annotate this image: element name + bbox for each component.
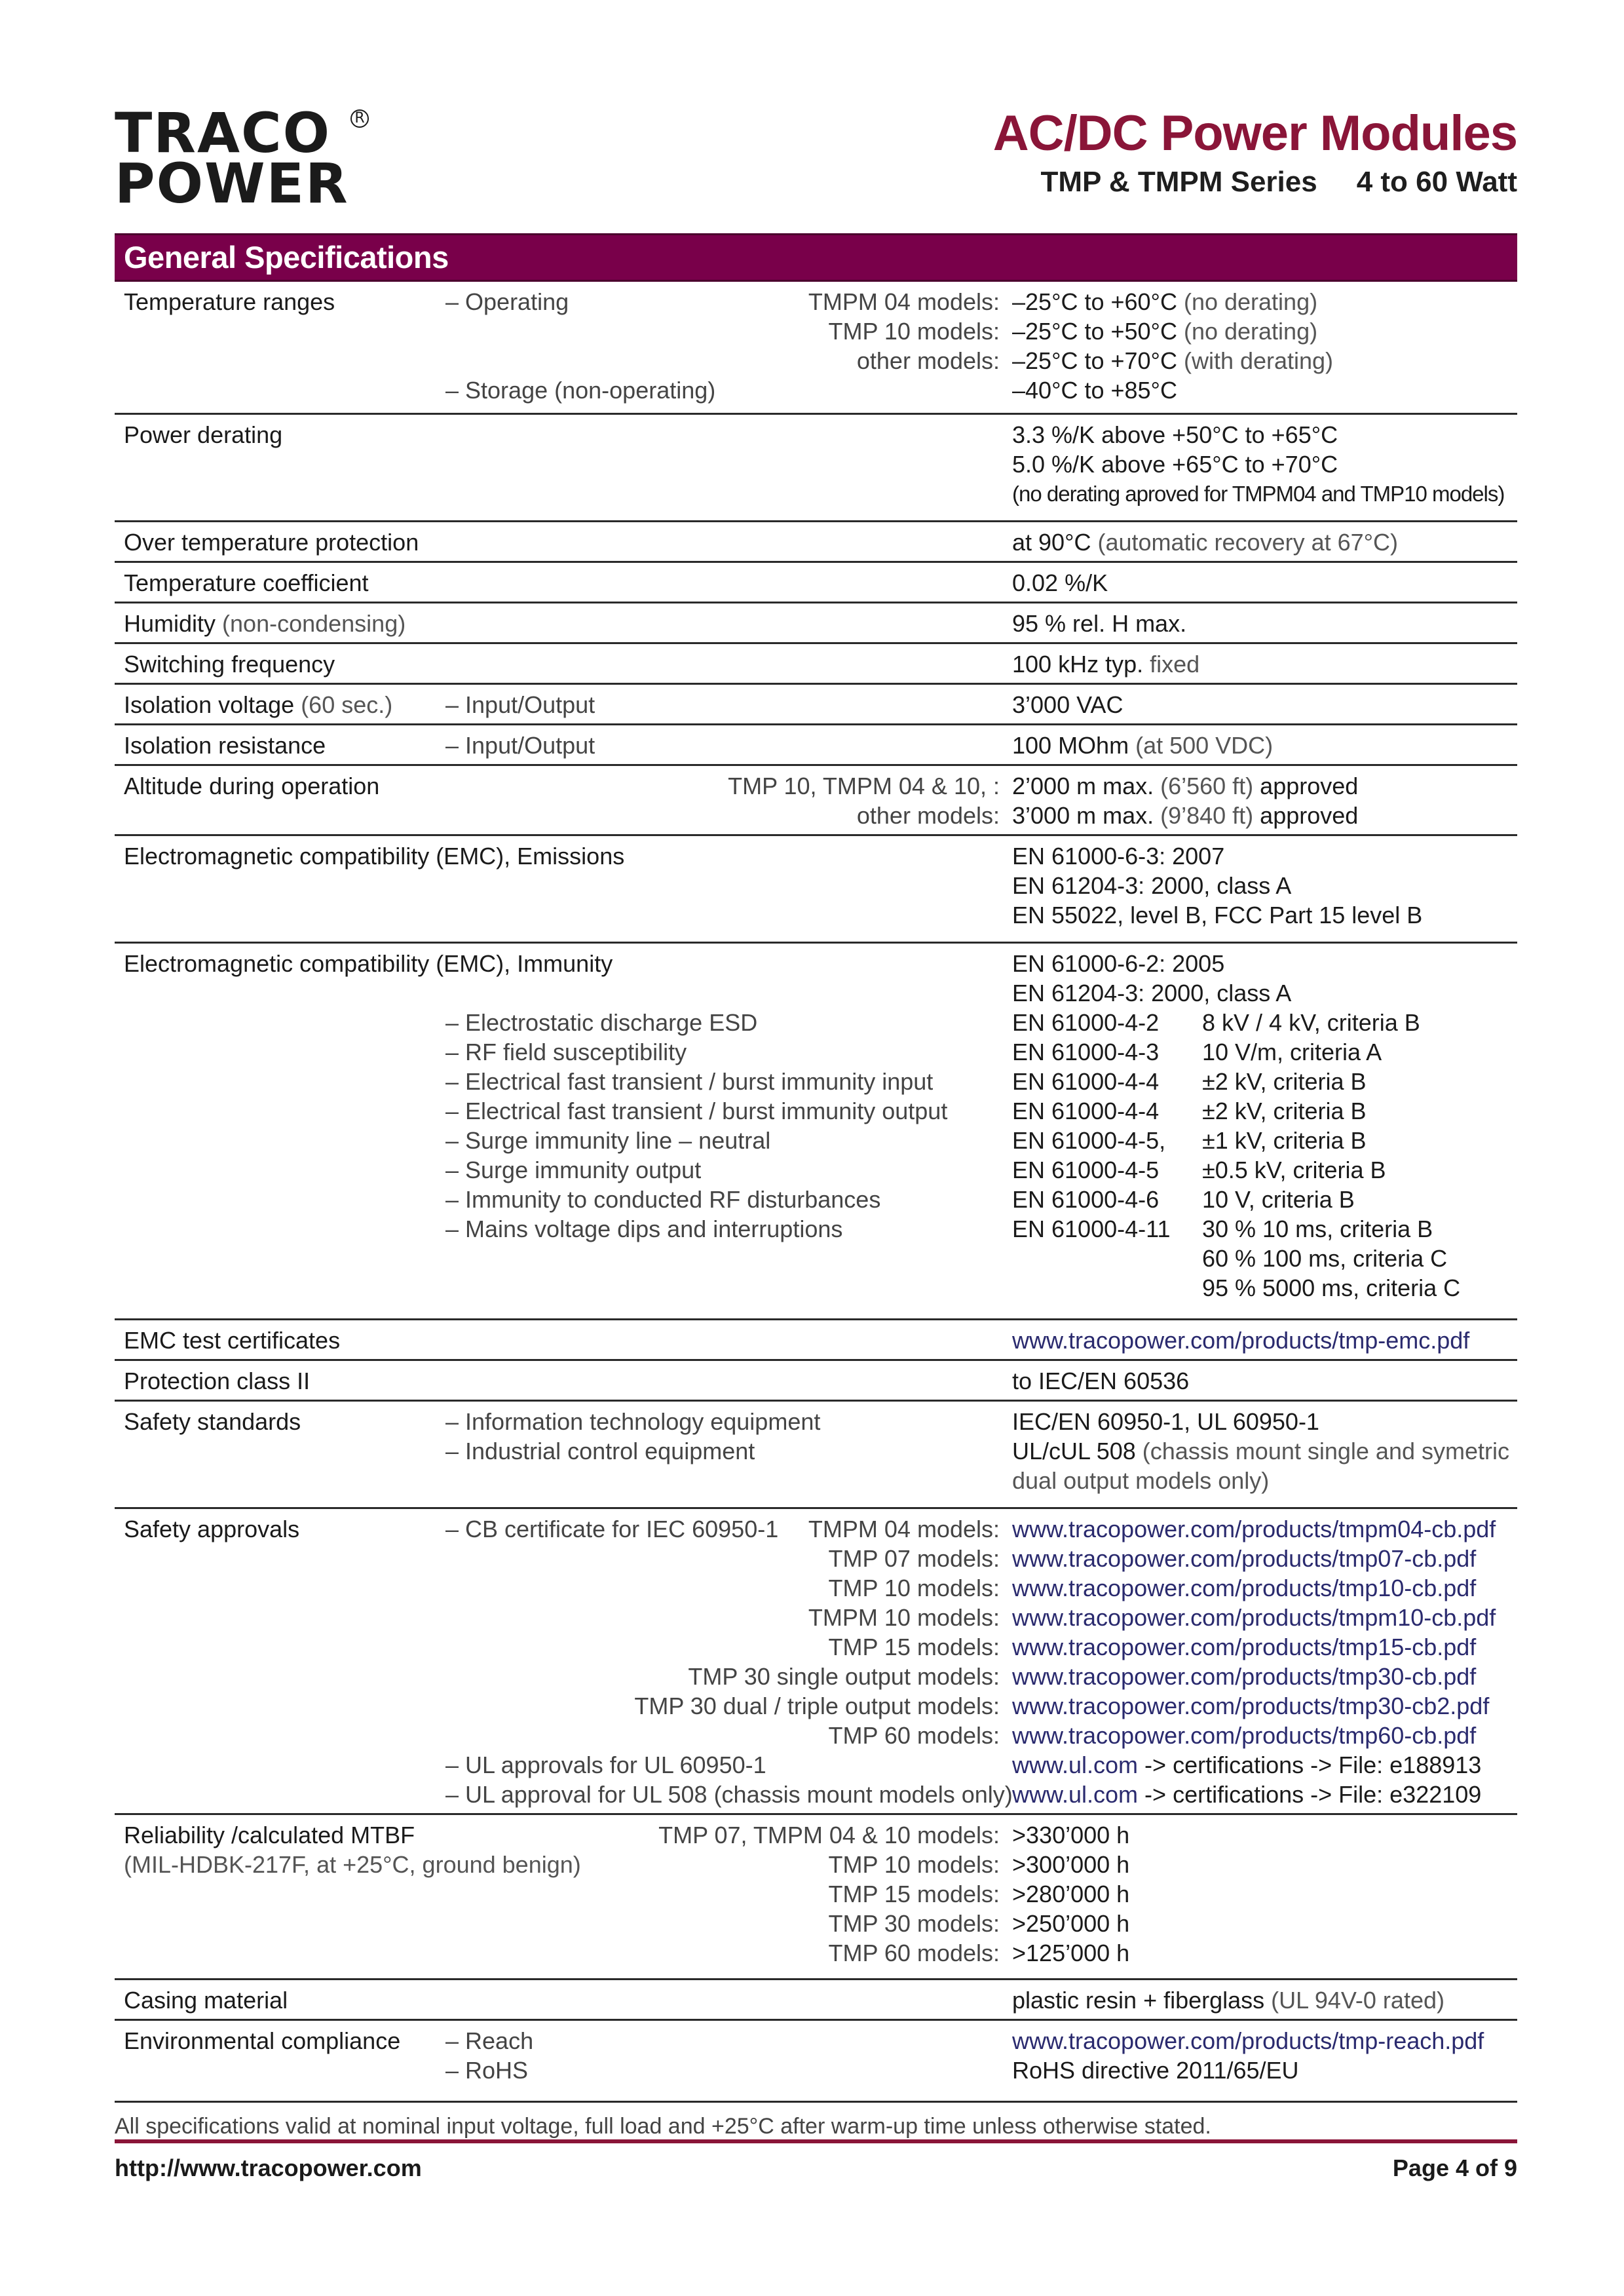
spec-value-note: (6’560 ft) <box>1154 773 1254 799</box>
spec-value <box>1012 1721 1476 1750</box>
spec-line <box>115 1214 1517 1244</box>
spec-row-switching-frequency <box>115 644 1517 685</box>
spec-value-text: EN 61204-3: 2000, class A <box>1012 872 1292 899</box>
spec-label-text: EMC test certificates <box>124 1327 341 1354</box>
spec-value-text: 3.3 %/K above +50°C to +65°C <box>1012 421 1338 448</box>
spec-sub-condition: – RoHS <box>445 2057 529 2084</box>
spec-line <box>115 1096 1517 1126</box>
spec-line <box>115 1632 1517 1662</box>
spec-value <box>1012 1407 1319 1436</box>
spec-line <box>115 1244 1517 1273</box>
spec-label <box>124 1820 415 1850</box>
spec-sub-condition: – RF field susceptibility <box>445 1039 687 1065</box>
spec-line <box>115 527 1517 557</box>
spec-line <box>115 1985 1517 2015</box>
spec-model-qualifier: other models: <box>856 802 1000 829</box>
spec-value <box>1012 690 1123 719</box>
spec-line <box>115 1573 1517 1603</box>
spec-value <box>1012 609 1186 638</box>
spec-model-qualifier: TMP 10, TMPM 04 & 10, : <box>728 773 1000 799</box>
spec-label <box>124 527 419 557</box>
spec-value <box>1012 1126 1165 1155</box>
spec-row-isolation-voltage <box>115 685 1517 725</box>
spec-value <box>1012 375 1177 405</box>
spec-value <box>1012 801 1358 830</box>
spec-sub-condition: – Storage (non-operating) <box>445 377 716 404</box>
series-name: TMP & TMPM Series <box>1040 166 1317 198</box>
section-header <box>115 233 1517 282</box>
spec-value-note: dual output models only) <box>1012 1467 1270 1494</box>
spec-value-text: EN 61000-4-4 <box>1012 1098 1160 1124</box>
spec-sub-condition: – Reach <box>445 2027 534 2054</box>
spec-link[interactable]: www.tracopower.com/products/tmp07-cb.pdf <box>1012 1545 1477 1572</box>
section-title: General Specifications <box>124 240 449 275</box>
spec-value <box>1012 1366 1189 1396</box>
spec-value <box>1012 978 1291 1008</box>
spec-line <box>115 1514 1517 1544</box>
spec-value-text: 100 MOhm <box>1012 732 1129 759</box>
spec-line <box>115 375 1517 405</box>
spec-value <box>1012 1662 1476 1691</box>
spec-value-text: >280’000 h <box>1012 1881 1130 1907</box>
spec-value-suffix: approved <box>1253 802 1359 829</box>
spec-value-text: UL/cUL 508 <box>1012 1438 1136 1464</box>
spec-value-text: at 90°C <box>1012 529 1091 556</box>
spec-label <box>124 731 326 760</box>
spec-value-text: EN 61000-4-5 <box>1012 1157 1160 1183</box>
spec-line <box>115 287 1517 316</box>
spec-label-text: Humidity <box>124 610 216 637</box>
spec-model-qualifier: TMP 10 models: <box>828 1851 1000 1878</box>
logo-line-2: POWER <box>115 151 349 216</box>
spec-model-qualifier: TMP 07, TMPM 04 & 10 models: <box>658 1822 1000 1848</box>
spec-value <box>1012 1603 1496 1632</box>
spec-value-note: (automatic recovery at 67°C) <box>1091 529 1399 556</box>
registered-trademark-icon: R <box>350 109 369 128</box>
spec-sub-condition: – Surge immunity line – neutral <box>445 1127 771 1154</box>
spec-label <box>124 287 335 316</box>
spec-value-note: (UL 94V-0 rated) <box>1264 1987 1445 2014</box>
spec-sub-condition: – Immunity to conducted RF disturbances <box>445 1186 881 1213</box>
spec-line <box>115 1603 1517 1632</box>
spec-value-text: EN 61000-4-11 <box>1012 1215 1171 1242</box>
spec-value-note: (with derating) <box>1177 347 1334 374</box>
spec-value <box>1012 1909 1129 1938</box>
spec-value <box>1012 1820 1129 1850</box>
spec-model-qualifier: TMP 10 models: <box>828 318 1000 345</box>
spec-value <box>1012 1691 1489 1721</box>
spec-label <box>124 568 369 598</box>
footer-divider <box>115 2139 1517 2143</box>
spec-value <box>1012 1632 1476 1662</box>
spec-value-text: >250’000 h <box>1012 1910 1130 1937</box>
spec-row-humidity <box>115 603 1517 644</box>
spec-value <box>1012 1067 1159 1096</box>
spec-row-temperature-ranges <box>115 282 1517 415</box>
spec-label-note: (MIL-HDBK-217F, at +25°C, ground benign) <box>124 1851 581 1878</box>
spec-sub-condition: – Industrial control equipment <box>445 1438 755 1464</box>
spec-model-qualifier: TMP 30 dual / triple output models: <box>634 1693 1000 1719</box>
spec-value <box>1012 527 1398 557</box>
spec-label-text: Over temperature protection <box>124 529 419 556</box>
spec-sub-condition: – Input/Output <box>445 691 595 718</box>
spec-row-temperature-coefficient <box>115 563 1517 603</box>
footer-website-link[interactable]: http://www.tracopower.com <box>115 2154 422 2181</box>
spec-row-environmental-compliance <box>115 2021 1517 2103</box>
spec-model-qualifier: TMP 15 models: <box>828 1634 1000 1660</box>
spec-line <box>115 1544 1517 1573</box>
spec-test-level: 60 % 100 ms, criteria C <box>1202 1245 1448 1272</box>
traco-power-logo <box>115 101 365 216</box>
spec-line <box>115 1780 1517 1809</box>
spec-label-text: Isolation resistance <box>124 732 326 759</box>
spec-value-text: 0.02 %/K <box>1012 569 1108 596</box>
spec-link[interactable]: www.tracopower.com/products/tmp-emc.pdf <box>1012 1327 1470 1354</box>
spec-test-level: 8 kV / 4 kV, criteria B <box>1202 1009 1420 1036</box>
spec-row-reliability-mtbf <box>115 1815 1517 1980</box>
spec-model-qualifier: TMP 30 single output models: <box>688 1663 1000 1690</box>
spec-row-safety-standards <box>115 1402 1517 1509</box>
spec-label-text: Power derating <box>124 421 283 448</box>
spec-value-text: –25°C to +50°C <box>1012 318 1177 345</box>
spec-value-text: –25°C to +60°C <box>1012 288 1177 315</box>
spec-label-text: Safety approvals <box>124 1516 300 1542</box>
spec-label <box>124 949 613 978</box>
spec-value <box>1012 316 1317 346</box>
spec-line <box>115 1850 1517 1879</box>
spec-value-text: –40°C to +85°C <box>1012 377 1177 404</box>
spec-test-level: ±0.5 kV, criteria B <box>1202 1157 1386 1183</box>
spec-row-emc-immunity <box>115 944 1517 1320</box>
spec-value <box>1012 1185 1159 1214</box>
page-number: Page 4 of 9 <box>1392 2154 1517 2181</box>
spec-line <box>115 649 1517 679</box>
spec-value-text: EN 61000-4-3 <box>1012 1039 1160 1065</box>
spec-line <box>115 2056 1517 2085</box>
spec-model-qualifier: other models: <box>856 347 1000 374</box>
spec-line <box>115 1407 1517 1436</box>
spec-model-qualifier: TMPM 04 models: <box>808 1516 1000 1542</box>
spec-value <box>1012 1879 1129 1909</box>
spec-value <box>1012 1037 1159 1067</box>
spec-line <box>115 690 1517 719</box>
spec-sub-condition: – Input/Output <box>445 732 595 759</box>
spec-label-note: (60 sec.) <box>294 691 393 718</box>
spec-line <box>115 1662 1517 1691</box>
spec-value <box>1012 900 1422 930</box>
spec-value <box>1012 568 1108 598</box>
spec-value-text: >125’000 h <box>1012 1940 1130 1966</box>
spec-line <box>115 1008 1517 1037</box>
spec-sub-condition: – Mains voltage dips and interruptions <box>445 1215 843 1242</box>
spec-value-suffix: -> certifications -> File: e188913 <box>1138 1751 1482 1778</box>
specifications-table <box>115 282 1517 2103</box>
spec-row-protection-class <box>115 1361 1517 1402</box>
spec-value-note: (no derating) <box>1177 318 1318 345</box>
spec-line <box>115 1067 1517 1096</box>
spec-value <box>1012 479 1504 508</box>
spec-label-text: Safety standards <box>124 1408 301 1435</box>
spec-value <box>1012 2056 1299 2085</box>
spec-line <box>115 1273 1517 1303</box>
spec-value <box>1012 1780 1481 1809</box>
spec-link[interactable]: www.tracopower.com/products/tmpm10-cb.pdf <box>1012 1604 1496 1631</box>
spec-value-text: –25°C to +70°C <box>1012 347 1177 374</box>
spec-value-text: (no derating aproved for TMPM04 and TMP10 models) <box>1012 482 1505 506</box>
spec-value <box>1012 1573 1476 1603</box>
spec-line <box>115 1691 1517 1721</box>
spec-value-text: IEC/EN 60950-1, UL 60950-1 <box>1012 1408 1319 1435</box>
spec-line <box>115 900 1517 930</box>
spec-line <box>115 1750 1517 1780</box>
spec-line <box>115 316 1517 346</box>
spec-test-level: 10 V, criteria B <box>1202 1186 1355 1213</box>
spec-label-text: Altitude during operation <box>124 773 380 799</box>
spec-label <box>124 771 379 801</box>
spec-label <box>124 841 624 871</box>
product-category-title: AC/DC Power Modules <box>992 105 1517 161</box>
spec-value <box>1012 949 1224 978</box>
spec-value <box>1012 871 1291 900</box>
spec-test-level: 30 % 10 ms, criteria B <box>1202 1215 1433 1242</box>
spec-value-text: EN 61000-4-2 <box>1012 1009 1160 1036</box>
spec-label-text: Reliability /calculated MTBF <box>124 1822 415 1848</box>
spec-value <box>1012 1326 1469 1355</box>
spec-value-text: >330’000 h <box>1012 1822 1130 1848</box>
spec-line <box>115 2026 1517 2056</box>
spec-value <box>1012 1466 1269 1495</box>
spec-value-note: (no derating) <box>1177 288 1318 315</box>
spec-sub-condition: – CB certificate for IEC 60950-1 <box>445 1516 779 1542</box>
spec-line <box>115 479 1517 508</box>
spec-label <box>124 1985 288 2015</box>
spec-value-note: (9’840 ft) <box>1154 802 1254 829</box>
spec-value-text: 2’000 m max. <box>1012 773 1154 799</box>
spec-model-qualifier: TMP 30 models: <box>828 1910 1000 1937</box>
spec-value-text: >300’000 h <box>1012 1851 1130 1878</box>
spec-link[interactable]: www.tracopower.com/products/tmp15-cb.pdf <box>1012 1634 1477 1660</box>
spec-value-text: 5.0 %/K above +65°C to +70°C <box>1012 451 1338 478</box>
spec-value-text: RoHS directive 2011/65/EU <box>1012 2057 1299 2084</box>
spec-value <box>1012 1850 1129 1879</box>
spec-row-isolation-resistance <box>115 725 1517 766</box>
spec-model-qualifier: TMP 60 models: <box>828 1722 1000 1749</box>
spec-line <box>115 609 1517 638</box>
spec-link[interactable]: www.tracopower.com/products/tmp10-cb.pdf <box>1012 1575 1477 1601</box>
spec-sub-condition: – Electrical fast transient / burst immunity output <box>445 1098 948 1124</box>
spec-value-text: to IEC/EN 60536 <box>1012 1368 1190 1394</box>
spec-model-qualifier: TMP 07 models: <box>828 1545 1000 1572</box>
spec-model-qualifier: TMPM 10 models: <box>808 1604 1000 1631</box>
spec-line <box>115 450 1517 479</box>
spec-value <box>1012 1938 1129 1968</box>
spec-label <box>124 420 282 450</box>
spec-value <box>1012 2026 1484 2056</box>
spec-label <box>124 1850 581 1879</box>
spec-value-text: 3’000 VAC <box>1012 691 1124 718</box>
spec-sub-condition: – Electrostatic discharge ESD <box>445 1009 758 1036</box>
spec-row-safety-approvals <box>115 1509 1517 1815</box>
spec-line <box>115 568 1517 598</box>
spec-line <box>115 1185 1517 1214</box>
spec-label <box>124 690 392 719</box>
spec-line <box>115 1037 1517 1067</box>
spec-test-level: ±2 kV, criteria B <box>1202 1098 1367 1124</box>
logo-line-1: TRACO <box>115 101 331 165</box>
spec-value <box>1012 1008 1159 1037</box>
spec-model-qualifier: TMP 15 models: <box>828 1881 1000 1907</box>
spec-line <box>115 1721 1517 1750</box>
spec-label-text: Protection class II <box>124 1368 311 1394</box>
spec-value <box>1012 731 1273 760</box>
spec-line <box>115 1436 1517 1466</box>
spec-value <box>1012 287 1317 316</box>
spec-row-over-temperature-protection <box>115 522 1517 563</box>
spec-row-power-derating <box>115 415 1517 522</box>
product-series-line <box>993 168 1517 197</box>
spec-row-emc-test-certificates <box>115 1320 1517 1361</box>
spec-line <box>115 949 1517 978</box>
spec-value <box>1012 1214 1171 1244</box>
spec-line <box>115 801 1517 830</box>
spec-row-casing-material <box>115 1980 1517 2021</box>
spec-line <box>115 1366 1517 1396</box>
spec-link[interactable]: www.tracopower.com/products/tmpm04-cb.pdf <box>1012 1516 1496 1542</box>
spec-line <box>115 1909 1517 1938</box>
spec-line <box>115 1466 1517 1495</box>
spec-value <box>1012 1096 1159 1126</box>
spec-value-text: plastic resin + fiberglass <box>1012 1987 1265 2014</box>
spec-test-level: ±1 kV, criteria B <box>1202 1127 1367 1154</box>
spec-sub-condition: – Operating <box>445 288 569 315</box>
spec-link[interactable]: www.tracopower.com/products/tmp60-cb.pdf <box>1012 1722 1477 1749</box>
spec-line <box>115 771 1517 801</box>
spec-row-altitude <box>115 766 1517 836</box>
spec-value <box>1012 450 1338 479</box>
spec-label <box>124 1407 301 1436</box>
spec-value <box>1012 1544 1476 1573</box>
spec-line <box>115 871 1517 900</box>
spec-line <box>115 731 1517 760</box>
spec-value <box>1012 841 1224 871</box>
spec-model-qualifier: TMPM 04 models: <box>808 288 1000 315</box>
spec-label <box>124 1326 340 1355</box>
spec-value <box>1012 771 1358 801</box>
spec-sub-condition: – Electrical fast transient / burst immunity input <box>445 1068 934 1095</box>
spec-link[interactable]: www.tracopower.com/products/tmp30-cb.pdf <box>1012 1663 1477 1690</box>
spec-label <box>124 609 406 638</box>
spec-line <box>115 1155 1517 1185</box>
spec-label-text: Electromagnetic compatibility (EMC), Emissions <box>124 843 625 870</box>
spec-value-text: EN 61000-6-3: 2007 <box>1012 843 1225 870</box>
spec-label-text: Temperature coefficient <box>124 569 369 596</box>
spec-value-text: 100 kHz typ. <box>1012 651 1144 678</box>
spec-value-note: (at 500 VDC) <box>1129 732 1274 759</box>
spec-value <box>1012 1514 1496 1544</box>
spec-value-note: fixed <box>1143 651 1200 678</box>
spec-line <box>115 1126 1517 1155</box>
spec-label <box>124 649 335 679</box>
spec-value-note: (chassis mount single and symetric <box>1135 1438 1509 1464</box>
spec-line <box>115 1326 1517 1355</box>
spec-label-text: Temperature ranges <box>124 288 335 315</box>
spec-model-qualifier: TMP 10 models: <box>828 1575 1000 1601</box>
spec-label <box>124 2026 400 2056</box>
spec-link[interactable]: www.ul.com <box>1012 1781 1139 1808</box>
spec-sub-condition: – Surge immunity output <box>445 1157 702 1183</box>
spec-label-text: Switching frequency <box>124 651 335 678</box>
spec-label <box>124 1514 299 1544</box>
spec-value <box>1012 1436 1509 1466</box>
spec-line <box>115 1879 1517 1909</box>
spec-test-level: 10 V/m, criteria A <box>1202 1039 1382 1065</box>
spec-label-note: (non-condensing) <box>216 610 406 637</box>
power-range: 4 to 60 Watt <box>1356 166 1517 198</box>
spec-label <box>124 1366 310 1396</box>
spec-sub-condition: – UL approvals for UL 60950-1 <box>445 1751 766 1778</box>
spec-value <box>1012 1750 1481 1780</box>
spec-value-text: EN 61000-4-4 <box>1012 1068 1160 1095</box>
spec-label-text: Electromagnetic compatibility (EMC), Immunity <box>124 950 613 977</box>
spec-line <box>115 841 1517 871</box>
spec-line <box>115 978 1517 1008</box>
spec-value-text: 3’000 m max. <box>1012 802 1154 829</box>
spec-line <box>115 1938 1517 1968</box>
spec-line <box>115 1820 1517 1850</box>
spec-test-level: 95 % 5000 ms, criteria C <box>1202 1274 1461 1301</box>
spec-row-emc-emissions <box>115 836 1517 944</box>
spec-test-level: ±2 kV, criteria B <box>1202 1068 1367 1095</box>
spec-value <box>1012 1985 1445 2015</box>
spec-value <box>1012 420 1338 450</box>
spec-value-text: EN 61000-6-2: 2005 <box>1012 950 1225 977</box>
spec-value-text: EN 61000-4-6 <box>1012 1186 1160 1213</box>
spec-value <box>1012 649 1199 679</box>
spec-value <box>1012 1155 1159 1185</box>
spec-value-text: EN 61000-4-5, <box>1012 1127 1166 1154</box>
spec-value-suffix: -> certifications -> File: e322109 <box>1138 1781 1482 1808</box>
spec-value-text: EN 61204-3: 2000, class A <box>1012 980 1292 1006</box>
footnote: All specifications valid at nominal input voltage, full load and +25°C after warm-up time unless otherwise stated. <box>115 2114 1211 2139</box>
spec-value <box>1012 346 1333 375</box>
spec-link[interactable]: www.tracopower.com/products/tmp-reach.pdf <box>1012 2027 1484 2054</box>
spec-line <box>115 346 1517 375</box>
spec-label-text: Isolation voltage <box>124 691 295 718</box>
spec-line <box>115 420 1517 450</box>
spec-value-suffix: approved <box>1253 773 1359 799</box>
spec-value-text: 95 % rel. H max. <box>1012 610 1187 637</box>
spec-label-text: Casing material <box>124 1987 288 2014</box>
spec-value-text: EN 55022, level B, FCC Part 15 level B <box>1012 902 1423 928</box>
spec-model-qualifier: TMP 60 models: <box>828 1940 1000 1966</box>
spec-sub-condition: – Information technology equipment <box>445 1408 821 1435</box>
spec-label-text: Environmental compliance <box>124 2027 401 2054</box>
spec-link[interactable]: www.ul.com <box>1012 1751 1139 1778</box>
document-title <box>992 105 1517 198</box>
spec-link[interactable]: www.tracopower.com/products/tmp30-cb2.pdf <box>1012 1693 1490 1719</box>
spec-sub-condition: – UL approval for UL 508 (chassis mount models only) <box>445 1781 1013 1808</box>
